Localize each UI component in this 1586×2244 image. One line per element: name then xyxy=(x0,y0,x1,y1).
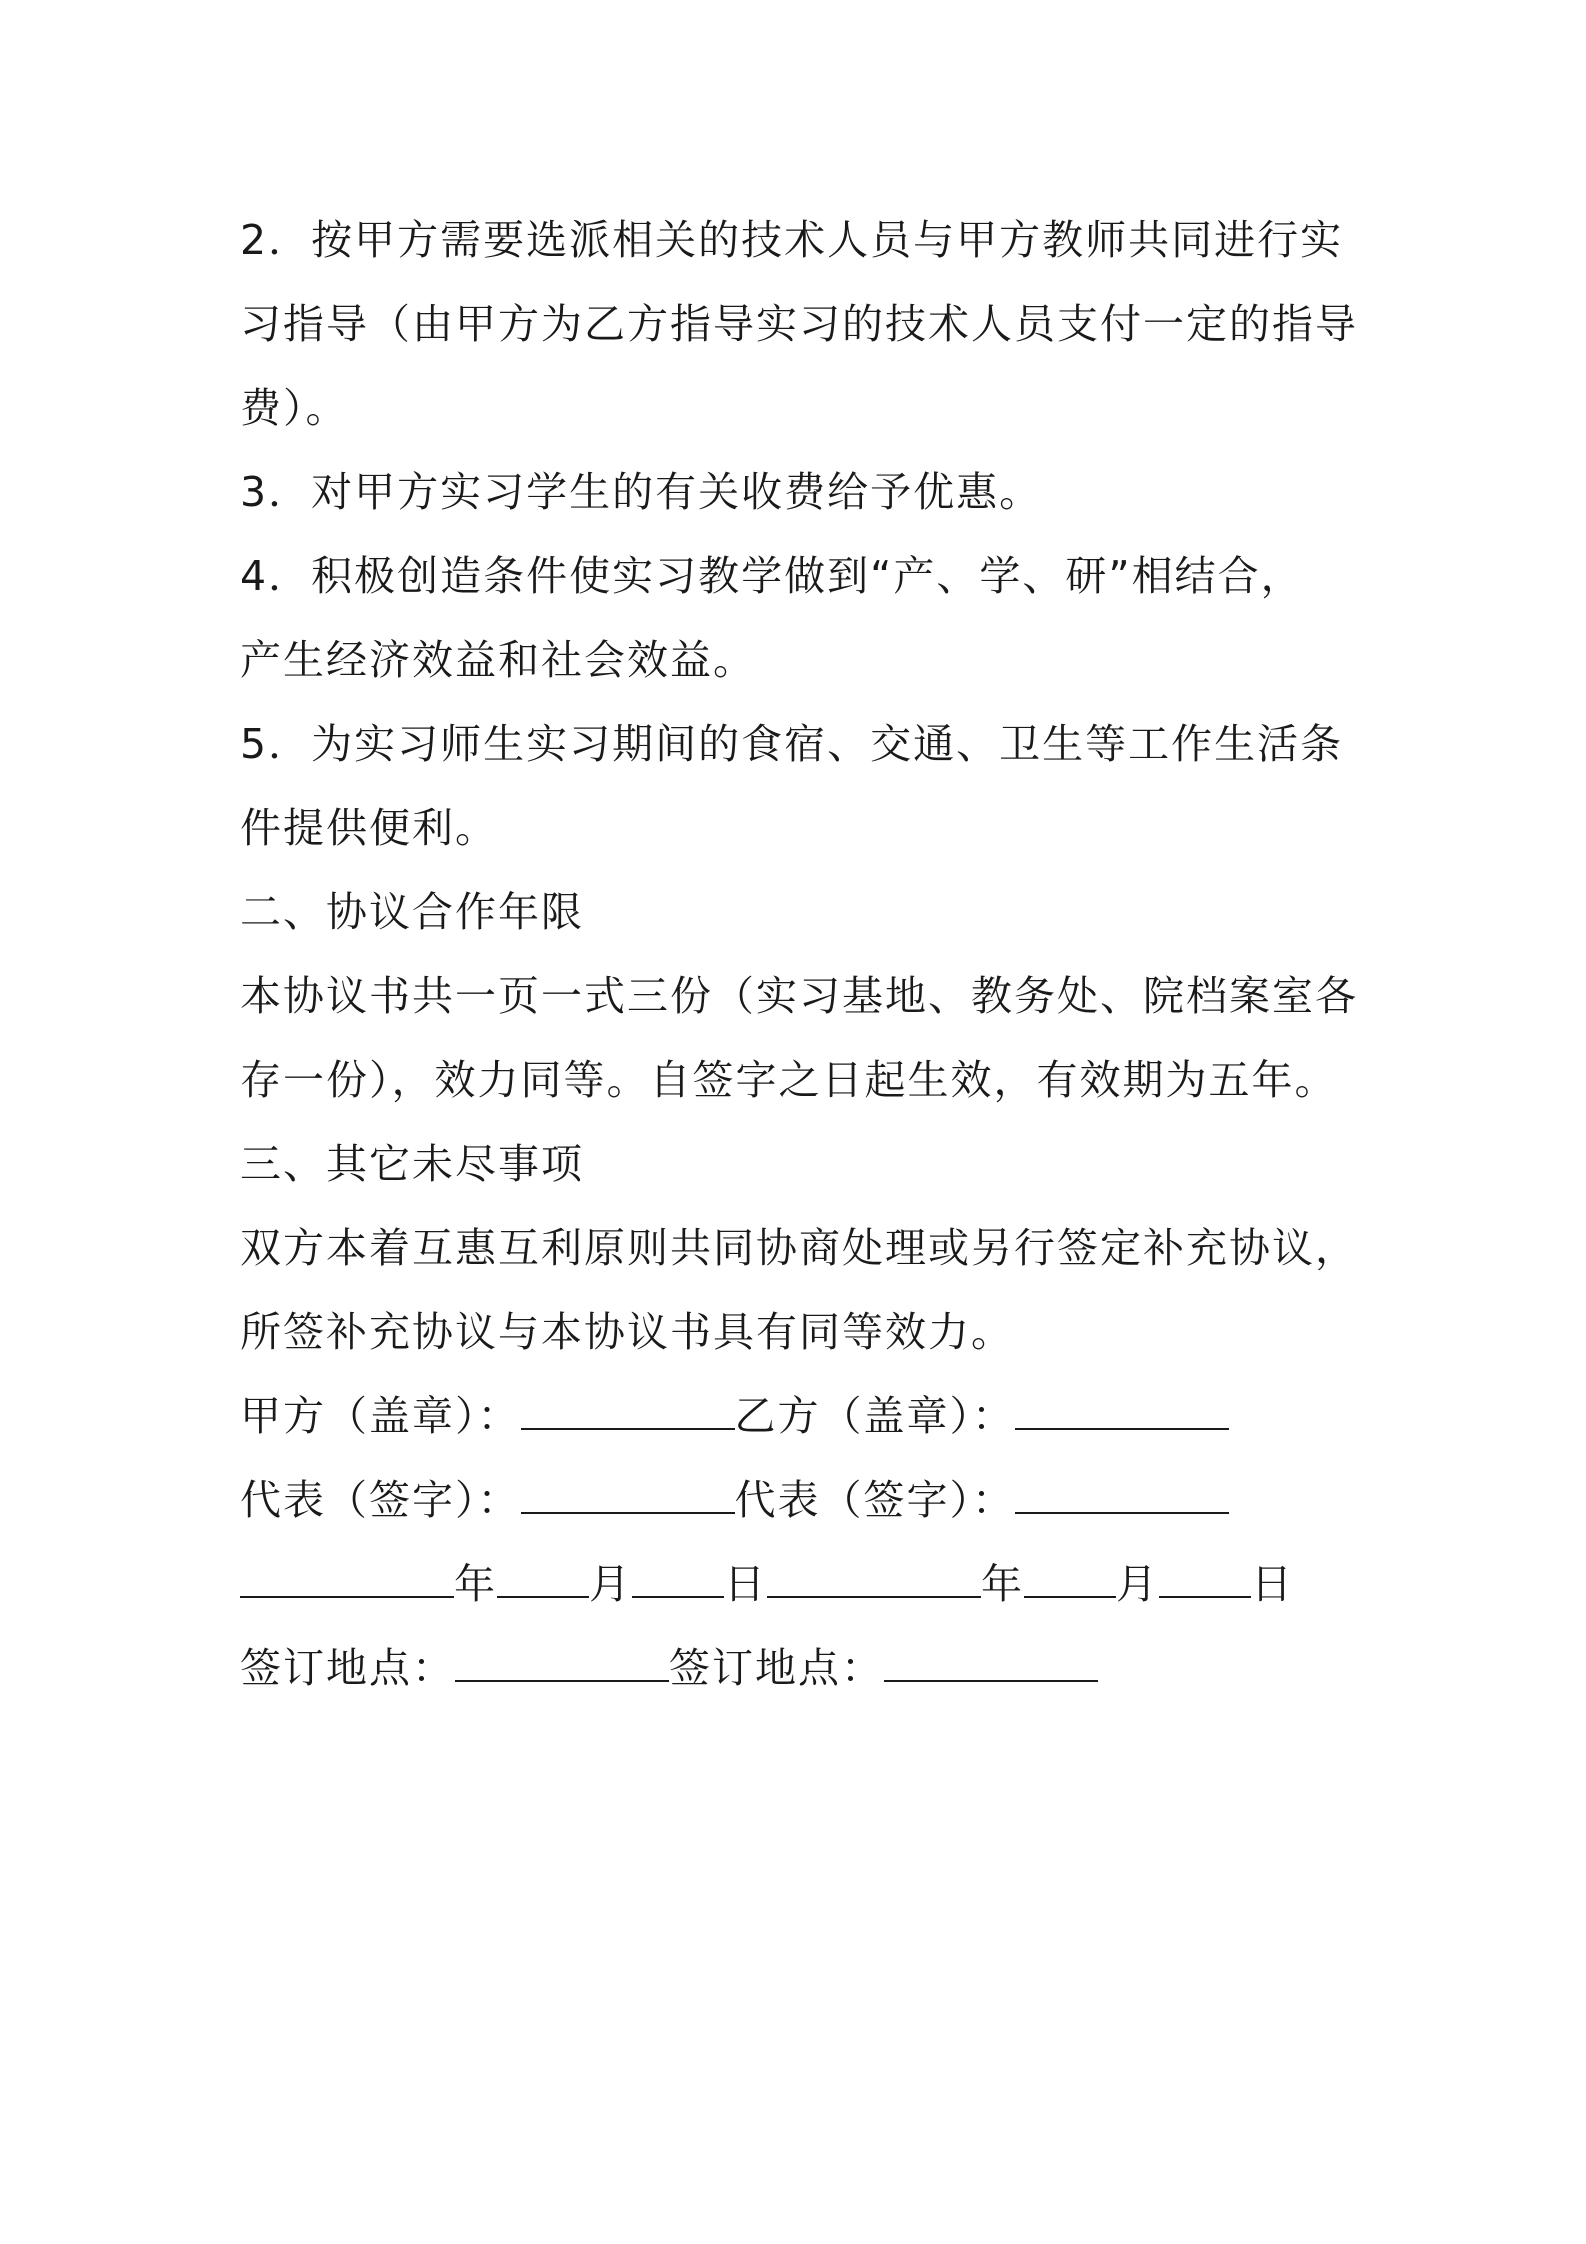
rep-b-label: 代表（签字）： xyxy=(734,1476,1015,1524)
month-b-label: 月 xyxy=(1116,1560,1159,1608)
month-b-blank xyxy=(1024,1552,1116,1598)
day-a-blank xyxy=(632,1552,724,1598)
day-b-label: 日 xyxy=(1251,1560,1294,1608)
seal-line xyxy=(240,1374,1360,1458)
text-line: 3．对甲方实习学生的有关收费给予优惠。 xyxy=(240,468,1043,516)
section-heading: 二、协议合作年限 xyxy=(240,888,584,936)
text-line: 5．为实习师生实习期间的食宿、交通、卫生等工作生活条 xyxy=(240,720,1344,768)
rep-b-blank xyxy=(1015,1468,1229,1514)
date-line xyxy=(240,1542,1360,1626)
day-a-label: 日 xyxy=(724,1560,767,1608)
text-line: 双方本着互惠互利原则共同协商处理或另行签定补充协议， xyxy=(240,1224,1358,1272)
place-a-blank xyxy=(455,1636,669,1682)
text-line: 产生经济效益和社会效益。 xyxy=(240,636,756,684)
place-a-label: 签订地点： xyxy=(240,1644,455,1692)
month-a-blank xyxy=(497,1552,589,1598)
document-body xyxy=(240,198,1360,1710)
text-line: 所签补充协议与本协议书具有同等效力。 xyxy=(240,1308,1014,1356)
text-line: 费）。 xyxy=(240,384,349,432)
text-line: 习指导（由甲方为乙方指导实习的技术人员支付一定的指导 xyxy=(240,300,1358,348)
party-a-seal-label: 甲方（盖章）： xyxy=(240,1392,521,1440)
text-line: 件提供便利。 xyxy=(240,804,498,852)
representative-line xyxy=(240,1458,1360,1542)
month-a-label: 月 xyxy=(589,1560,632,1608)
section-heading: 三、其它未尽事项 xyxy=(240,1140,584,1188)
text-line: 4．积极创造条件使实习教学做到“产、学、研”相结合， xyxy=(240,552,1304,600)
place-line xyxy=(240,1626,1360,1710)
text-line: 本协议书共一页一式三份（实习基地、教务处、院档案室各 xyxy=(240,972,1358,1020)
rep-a-label: 代表（签字）： xyxy=(240,1476,521,1524)
text-line: 2．按甲方需要选派相关的技术人员与甲方教师共同进行实 xyxy=(240,216,1344,264)
text-line: 存一份），效力同等。自签字之日起生效，有效期为五年。 xyxy=(240,1056,1338,1104)
year-b-blank xyxy=(767,1552,981,1598)
year-a-blank xyxy=(240,1552,454,1598)
party-a-seal-blank xyxy=(521,1384,735,1430)
year-b-label: 年 xyxy=(981,1560,1024,1608)
year-a-label: 年 xyxy=(454,1560,497,1608)
party-b-seal-blank xyxy=(1015,1384,1229,1430)
place-b-label: 签订地点： xyxy=(669,1644,884,1692)
day-b-blank xyxy=(1159,1552,1251,1598)
rep-a-blank xyxy=(521,1468,735,1514)
place-b-blank xyxy=(884,1636,1098,1682)
party-b-seal-label: 乙方（盖章）： xyxy=(734,1392,1015,1440)
